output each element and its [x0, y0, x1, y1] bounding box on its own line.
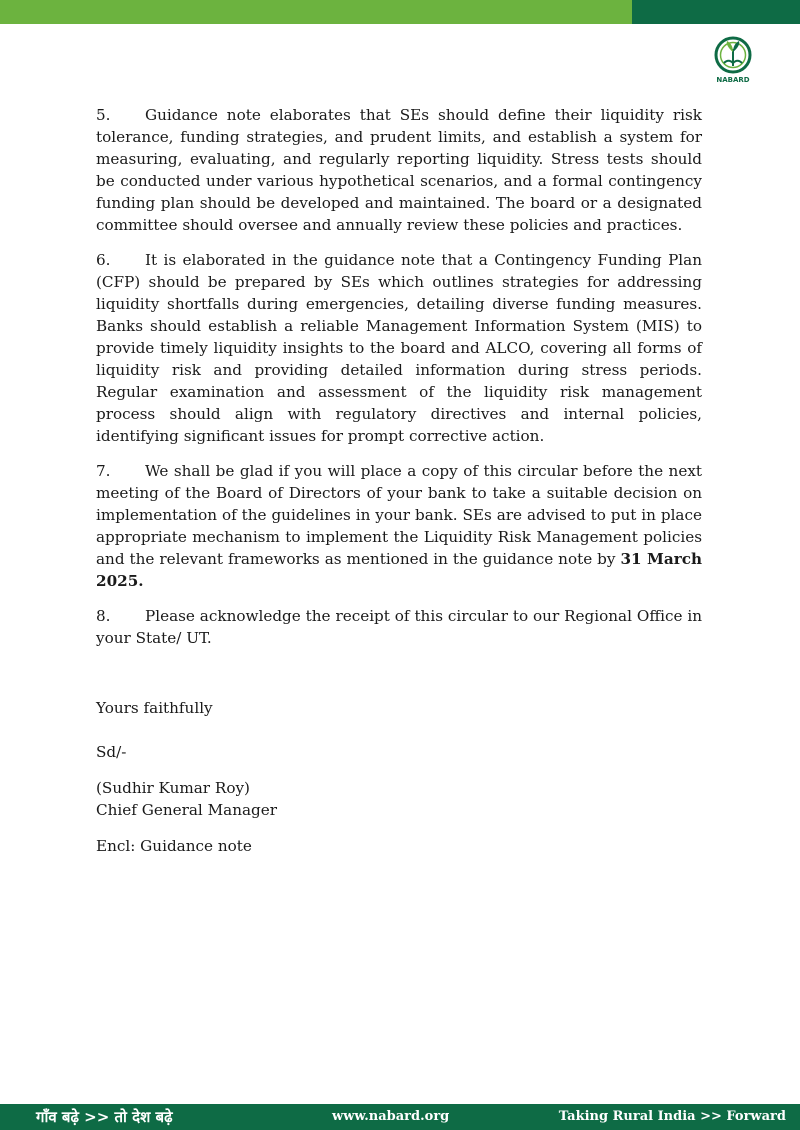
header-color-bar: [0, 0, 800, 24]
letter-body: [96, 104, 702, 857]
footer-bar: [0, 1104, 800, 1130]
paragraph-text: It is elaborated in the guidance note that a Contingency Funding Plan (CFP) should be prepared by SEs which outlines strategies for addressing liquidity shortfalls during emergencies, detailing diverse funding measures. Banks should establish a reliable Management Information System (MIS) to provide timely liquidity insights to the board and ALCO, covering all forms of liquidity risk and providing detailed information during stress periods. Regular examination and assessment of the liquidity risk management process should align with regulatory directives and internal policies, identifying significant issues for prompt corrective action.: [96, 251, 702, 445]
header-bar-dark-green: [632, 0, 800, 24]
signatory-name: (Sudhir Kumar Roy): [96, 779, 250, 797]
footer-website-link[interactable]: www.nabard.org: [332, 1109, 450, 1124]
enclosure-note: Encl: Guidance note: [96, 837, 252, 855]
deadline-date: 31 March 2025.: [96, 550, 702, 590]
salutation: Yours faithfully: [96, 699, 213, 717]
signature: Sd/-: [96, 743, 127, 761]
nabard-logo: [712, 36, 754, 88]
paragraph-text: Please acknowledge the receipt of this circular to our Regional Office in your State/ UT.: [96, 607, 702, 647]
header-bar-light-green: [0, 0, 632, 24]
signatory-designation: Chief General Manager: [96, 801, 277, 819]
paragraph-text: Guidance note elaborates that SEs should define their liquidity risk tolerance, funding strategies, and prudent limits, and establish a system for measuring, evaluating, and regularly reporting liquidity. Stress tests should be conducted under various hypothetical scenarios, and a formal contingency funding plan should be developed and maintained. The board or a designated committee should oversee and annually review these policies and practices.: [96, 106, 702, 234]
footer-hindi-slogan: गाँव बढ़े >> तो देश बढ़े: [36, 1108, 173, 1126]
paragraph-number: 5.: [96, 106, 111, 124]
footer-tagline: Taking Rural India >> Forward: [558, 1109, 786, 1124]
logo-wordmark: NABARD: [716, 76, 750, 84]
paragraph-5: [96, 104, 702, 236]
paragraph-number: 6.: [96, 251, 111, 269]
paragraph-text: We shall be glad if you will place a copy of this circular before the next meeting of the Board of Directors of your bank to take a suitable decision on implementation of the guidelines in your bank. SEs are advised to put in place appropriate mechanism to implement the Liquidity Risk Management policies and the relevant frameworks as mentioned in the guidance note by: [96, 462, 702, 568]
paragraph-number: 7.: [96, 462, 111, 480]
paragraph-number: 8.: [96, 607, 111, 625]
paragraph-6: [96, 249, 702, 447]
nabard-emblem-icon: [712, 36, 754, 76]
closing-block: [96, 697, 702, 857]
paragraph-8: [96, 605, 702, 649]
paragraph-7: [96, 460, 702, 592]
